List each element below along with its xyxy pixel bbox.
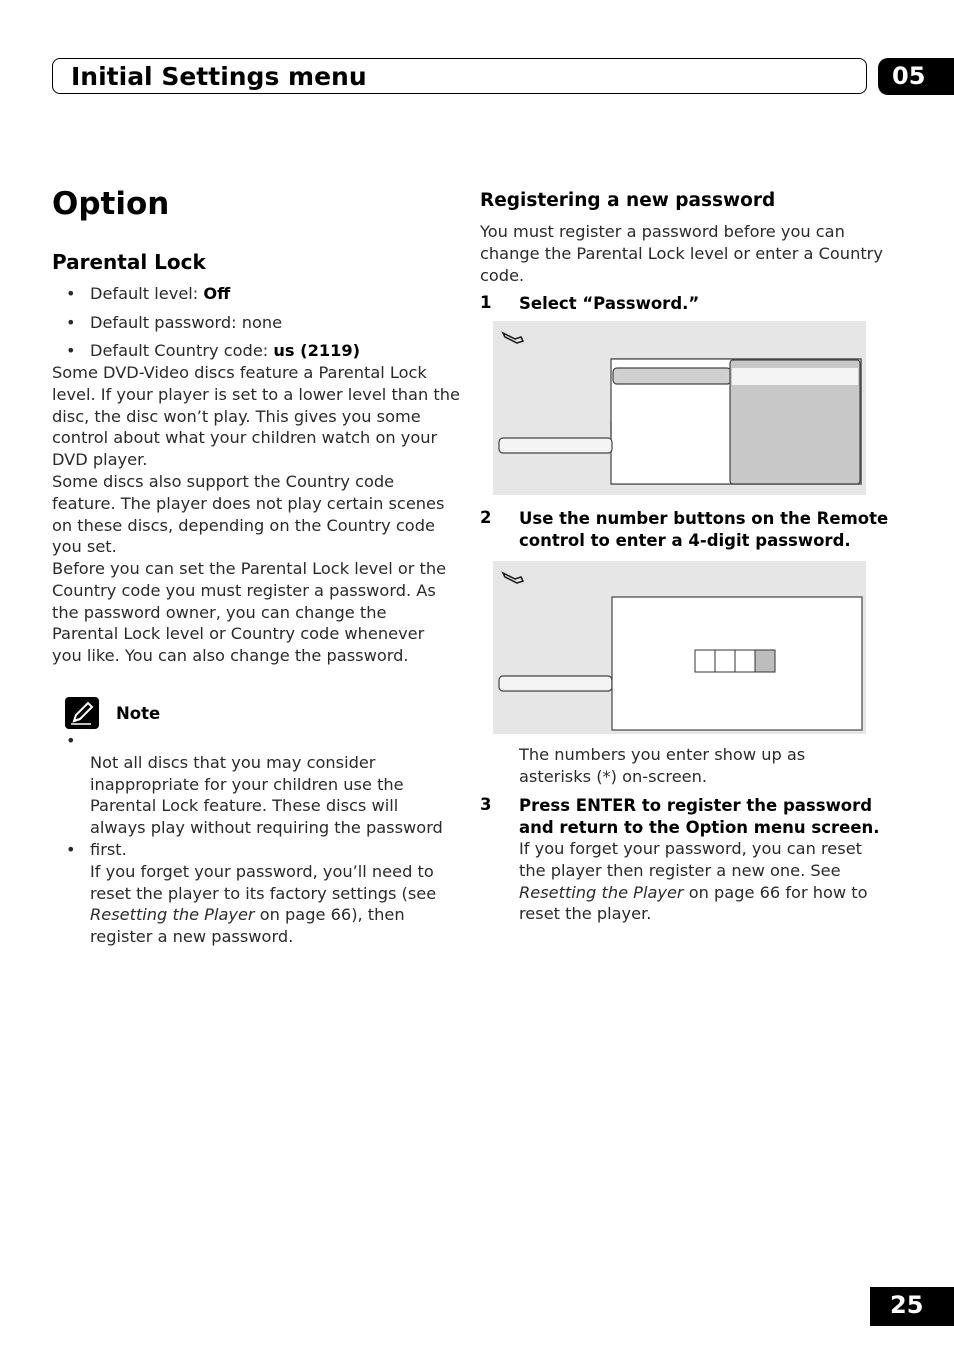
note-item-2-text-end: on page 66), then register a new password. <box>90 905 405 947</box>
default-password-item <box>66 312 283 334</box>
page-title: Option <box>52 186 170 222</box>
bullet-icon: • <box>66 731 76 750</box>
step-3-text: Press ENTER to register the password and return to the Option menu screen. <box>519 796 880 837</box>
bullet-icon: • <box>66 840 76 859</box>
parental-lock-paragraph-2: Some discs also support the Country code feature. The player does not play certain scenes on these discs, depending on the Country code you set. <box>52 472 445 557</box>
option-menu-screen <box>493 321 866 495</box>
step-2-number: 2 <box>480 508 492 527</box>
step-1-text: Select “Password.” <box>519 294 700 313</box>
step-3-body-text-end: on page 66 for how to reset the player. <box>519 882 868 924</box>
wrench-icon <box>503 333 523 343</box>
parental-lock-heading: Parental Lock <box>52 250 206 274</box>
note-item-2 <box>66 839 437 948</box>
default-country-label: Default Country code: <box>90 341 274 360</box>
step-2-text: Use the number buttons on the Remote control to enter a 4-digit password. <box>519 509 889 550</box>
step-1-number: 1 <box>480 293 492 312</box>
page-number: 25 <box>870 1287 954 1326</box>
note-item-1-text: Not all discs that you may consider inappropriate for your children use the Parental Lock feature. These discs will always play without requiring the password first. <box>90 752 443 859</box>
password-digit-boxes[interactable] <box>695 650 775 672</box>
password-menu-item[interactable] <box>613 368 731 384</box>
step-3-reference: Resetting the Player <box>519 882 684 902</box>
section-header-bar <box>52 58 867 94</box>
note-item-2-text: If you forget your password, you’ll need to reset the player to its factory settings (see <box>90 861 437 903</box>
step-3-number: 3 <box>480 795 492 814</box>
default-level-item <box>66 283 231 305</box>
default-country-value: us (2119) <box>273 341 361 360</box>
bullet-icon: • <box>66 341 76 360</box>
note-pencil-icon <box>65 697 99 729</box>
step-2-note: The numbers you enter show up as asterisks (*) on-screen. <box>519 745 806 786</box>
bullet-icon: • <box>66 284 76 303</box>
step-3-body-text: If you forget your password, you can reset the player then register a new one. See <box>519 839 863 880</box>
password-option-highlight[interactable] <box>732 368 858 385</box>
parental-lock-paragraph-3: Before you can set the Parental Lock level or the Country code you must register a password. As the password owner, you can change the Parental Lock level or Country code whenever you like. You can also change the password. <box>52 559 447 666</box>
section-title: Initial Settings menu <box>71 62 367 91</box>
step-3-body <box>519 838 868 925</box>
registering-intro: You must register a password before you can change the Parental Lock level or enter a Country code. <box>480 222 883 285</box>
wrench-icon <box>503 573 523 583</box>
password-entry-screen <box>493 561 866 734</box>
note-label: Note <box>116 704 161 723</box>
option-tab[interactable] <box>499 438 612 453</box>
default-level-label: Default level: <box>90 284 204 303</box>
default-password-label: Default password: none <box>90 313 283 332</box>
option-tab[interactable] <box>499 676 612 691</box>
bullet-icon: • <box>66 313 76 332</box>
note-item-2-reference: Resetting the Player <box>90 905 255 925</box>
default-level-value: Off <box>203 284 231 303</box>
registering-password-heading: Registering a new password <box>480 190 776 211</box>
default-country-item <box>66 340 361 362</box>
parental-lock-paragraph-1: Some DVD-Video discs feature a Parental Lock level. If your player is set to a lower level than the disc, the disc won’t play. This gives you some control about what your children watch on your DVD player. <box>52 363 460 470</box>
chapter-number: 05 <box>878 58 954 95</box>
